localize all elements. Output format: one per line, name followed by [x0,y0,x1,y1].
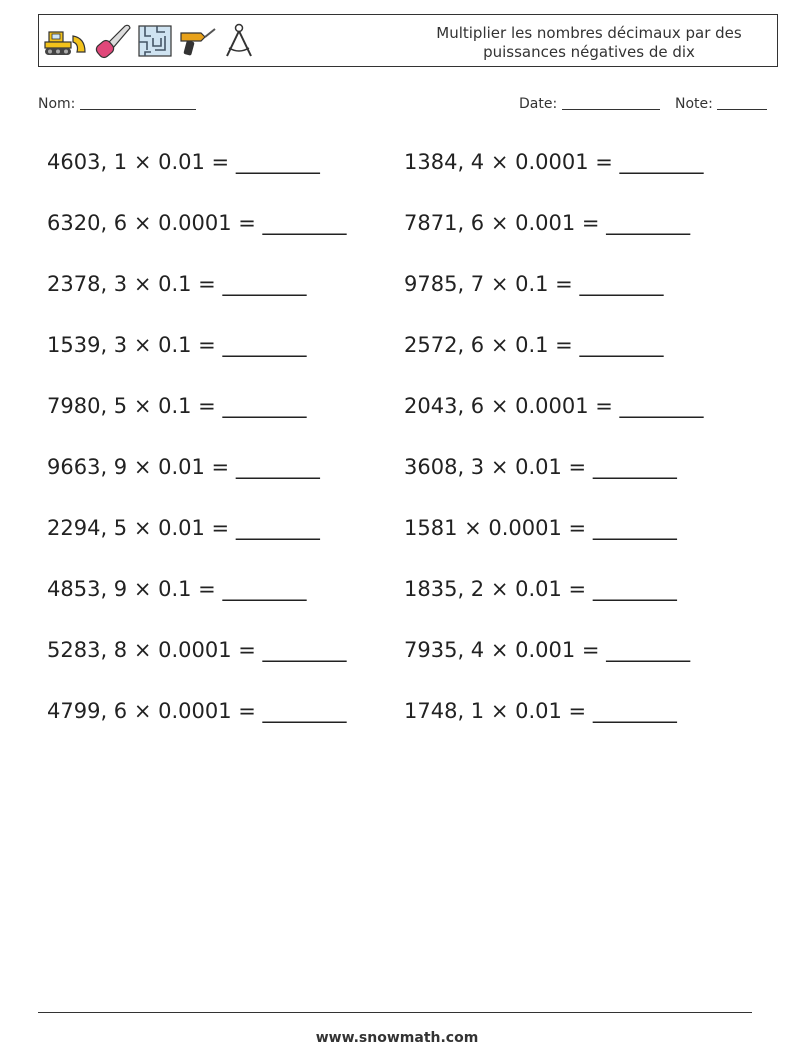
problem-expression: 6320, 6 × 0.0001 = [47,211,256,235]
grade-label: Note: [675,96,713,112]
problem-left-8 [47,577,306,601]
answer-blank[interactable]: ________ [255,211,347,235]
grade-blank[interactable] [717,95,767,110]
problem-expression: 2378, 3 × 0.1 = [47,272,216,296]
answer-blank[interactable]: ________ [215,577,307,601]
problem-right-6 [404,455,677,479]
answer-blank[interactable]: ________ [612,394,704,418]
answer-blank[interactable]: ________ [229,150,320,174]
footer-divider [38,1012,752,1013]
problem-expression: 9785, 7 × 0.1 = [404,272,573,296]
problem-expression: 1539, 3 × 0.1 = [47,333,216,357]
problem-expression: 4853, 9 × 0.1 = [47,577,216,601]
problem-right-9 [404,638,690,662]
drill-icon [177,23,217,59]
problem-expression: 2572, 6 × 0.1 = [404,333,573,357]
problem-right-1 [404,150,704,174]
problem-right-3 [404,272,663,296]
problem-left-5 [47,394,306,418]
compass-icon [221,22,257,60]
problem-left-2 [47,211,347,235]
bulldozer-icon [43,24,89,58]
header-icons [43,21,257,61]
answer-blank[interactable]: ________ [255,638,347,662]
answer-blank[interactable]: ________ [599,638,691,662]
name-label: Nom: [38,96,76,112]
problem-expression: 1748, 1 × 0.01 = [404,699,587,723]
date-blank[interactable] [562,95,660,110]
answer-blank[interactable]: ________ [572,272,664,296]
problem-left-3 [47,272,306,296]
problem-expression: 2294, 5 × 0.01 = [47,516,230,540]
problem-right-10 [404,699,677,723]
problem-left-4 [47,333,306,357]
name-blank[interactable] [80,95,196,110]
problem-left-7 [47,516,320,540]
answer-blank[interactable]: ________ [586,577,677,601]
chainsaw-icon [93,22,133,60]
problem-expression: 7980, 5 × 0.1 = [47,394,216,418]
answer-blank[interactable]: ________ [215,333,307,357]
problem-expression: 9663, 9 × 0.01 = [47,455,230,479]
answer-blank[interactable]: ________ [586,699,677,723]
worksheet-header [38,14,778,67]
problem-left-10 [47,699,347,723]
problem-expression: 1835, 2 × 0.01 = [404,577,587,601]
title-line-2: puissances négatives de dix [483,43,695,61]
answer-blank[interactable]: ________ [572,333,664,357]
problem-right-2 [404,211,690,235]
answer-blank[interactable]: ________ [215,272,307,296]
problem-left-9 [47,638,347,662]
problem-right-7 [404,516,677,540]
answer-blank[interactable]: ________ [229,455,320,479]
answer-blank[interactable]: ________ [229,516,320,540]
problem-expression: 5283, 8 × 0.0001 = [47,638,256,662]
worksheet-title [409,24,769,62]
grade-field[interactable] [675,95,767,112]
answer-blank[interactable]: ________ [255,699,347,723]
answer-blank[interactable]: ________ [586,455,677,479]
problem-expression: 7871, 6 × 0.001 = [404,211,600,235]
name-field[interactable] [38,95,196,112]
problem-expression: 7935, 4 × 0.001 = [404,638,600,662]
answer-blank[interactable]: ________ [612,150,704,174]
title-line-1: Multiplier les nombres décimaux par des [436,24,742,42]
problem-expression: 2043, 6 × 0.0001 = [404,394,613,418]
problem-left-1 [47,150,320,174]
answer-blank[interactable]: ________ [215,394,307,418]
date-field[interactable] [519,95,660,112]
problem-right-5 [404,394,704,418]
problem-left-6 [47,455,320,479]
problem-expression: 1581 × 0.0001 = [404,516,587,540]
problem-expression: 1384, 4 × 0.0001 = [404,150,613,174]
answer-blank[interactable]: ________ [586,516,677,540]
date-label: Date: [519,96,558,112]
problem-expression: 4799, 6 × 0.0001 = [47,699,256,723]
footer-website: www.snowmath.com [315,1030,479,1046]
answer-blank[interactable]: ________ [599,211,691,235]
problem-right-4 [404,333,663,357]
problem-expression: 3608, 3 × 0.01 = [404,455,587,479]
maze-icon [137,24,173,58]
problem-right-8 [404,577,677,601]
problem-expression: 4603, 1 × 0.01 = [47,150,230,174]
